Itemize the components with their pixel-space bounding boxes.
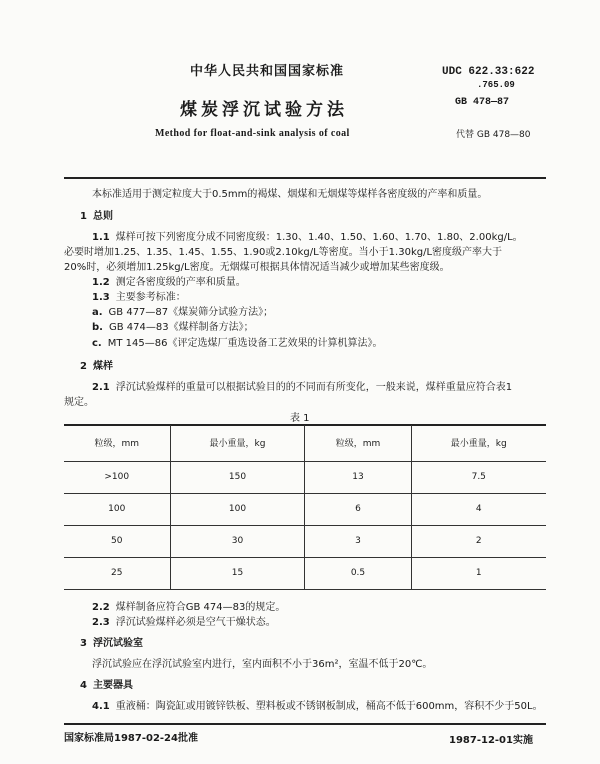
reference-text: MT 145—86《评定选煤厂重选设备工艺效果的计算机算法》。 bbox=[107, 338, 383, 349]
table-cell: 0.5 bbox=[305, 557, 411, 589]
list-marker: b. bbox=[92, 322, 103, 333]
clause-text: 主要参考标准： bbox=[115, 292, 186, 303]
udc-code: UDC 622.33:622 bbox=[442, 66, 535, 78]
clause-number: 2.1 bbox=[92, 382, 110, 393]
table-caption: 表 1 bbox=[290, 413, 310, 424]
clause-number: 4.1 bbox=[92, 701, 110, 712]
clause-1-1 bbox=[92, 228, 523, 243]
section-title: 总则 bbox=[92, 211, 113, 222]
standard-number: GB 478—87 bbox=[455, 97, 510, 108]
section-3-heading bbox=[80, 634, 143, 649]
table-cell: >100 bbox=[64, 461, 170, 493]
table-cell: 7.5 bbox=[411, 461, 546, 493]
clause-number: 2.2 bbox=[92, 602, 110, 613]
section-number: 2 bbox=[80, 361, 87, 372]
table-cell: 6 bbox=[305, 493, 411, 525]
clause-1-1-line2: 必要时增加1.25、1.35、1.45、1.55、1.90或2.10kg/L等密度。当小于1.30kg/L密度级产率大于 bbox=[64, 247, 503, 258]
clause-2-2 bbox=[92, 598, 285, 613]
section-number: 4 bbox=[80, 680, 87, 691]
section-2-heading bbox=[80, 357, 113, 372]
table-cell: 15 bbox=[170, 557, 305, 589]
table-cell: 30 bbox=[170, 525, 305, 557]
clause-text: 浮沉试验煤样的重量可以根据试验目的的不同而有所变化，一般来说，煤样重量应符合表1 bbox=[115, 382, 513, 393]
section-title: 煤样 bbox=[92, 361, 113, 372]
clause-text: 煤样可按下列密度分成不同密度级：1.30、1.40、1.50、1.60、1.70、1.80、2.00kg/L。 bbox=[115, 232, 523, 243]
table-header-cell: 最小重量，kg bbox=[411, 425, 546, 461]
section-number: 1 bbox=[80, 211, 87, 222]
table-header-cell: 粒级，mm bbox=[64, 425, 170, 461]
clause-number: 1.2 bbox=[92, 277, 110, 288]
intro-paragraph: 本标准适用于测定粒度大于0.5mm的褐煤、烟煤和无烟煤等煤样各密度级的产率和质量。 bbox=[92, 189, 488, 200]
table-cell: 4 bbox=[411, 493, 546, 525]
table-cell: 100 bbox=[64, 493, 170, 525]
table-cell: 100 bbox=[170, 493, 305, 525]
table-cell: 3 bbox=[305, 525, 411, 557]
table-header-cell: 最小重量，kg bbox=[170, 425, 305, 461]
clause-4-1 bbox=[92, 697, 543, 712]
table-cell: 50 bbox=[64, 525, 170, 557]
clause-2-3 bbox=[92, 613, 276, 628]
section-1-heading bbox=[80, 207, 113, 222]
clause-text: 浮沉试验煤样必须是空气干燥状态。 bbox=[115, 617, 276, 628]
clause-1-1-line3: 20%时，必须增加1.25kg/L密度。无烟煤可根据具体情况适当减少或增加某些密度级。 bbox=[64, 262, 450, 273]
clause-2-1 bbox=[92, 378, 512, 393]
approval-date: 国家标准局1987-02-24批准 bbox=[64, 733, 198, 744]
section-title: 主要器具 bbox=[92, 680, 133, 691]
reference-item bbox=[92, 318, 254, 333]
reference-text: GB 477—87《煤炭筛分试验方法》； bbox=[108, 307, 274, 318]
reference-item bbox=[92, 303, 273, 318]
table-cell: 25 bbox=[64, 557, 170, 589]
table-row bbox=[64, 461, 546, 493]
table-header-cell: 粒级，mm bbox=[305, 425, 411, 461]
document-title: 煤炭浮沉试验方法 bbox=[180, 100, 348, 120]
table-row bbox=[64, 557, 546, 589]
table-row bbox=[64, 493, 546, 525]
header-divider bbox=[64, 177, 546, 179]
clause-number: 1.3 bbox=[92, 292, 110, 303]
section-title: 浮沉试验室 bbox=[92, 638, 143, 649]
table-row bbox=[64, 525, 546, 557]
section-number: 3 bbox=[80, 638, 87, 649]
clause-3-text: 浮沉试验应在浮沉试验室内进行，室内面积不小于36m²，室温不低于20℃。 bbox=[92, 659, 433, 670]
replaces-note: 代替 GB 478—80 bbox=[456, 130, 531, 140]
table-cell: 150 bbox=[170, 461, 305, 493]
udc-code-continued: .765.09 bbox=[477, 80, 515, 90]
clause-text: 煤样制备应符合GB 474—83的规定。 bbox=[115, 602, 286, 613]
reference-text: GB 474—83《煤样制备方法》； bbox=[108, 322, 254, 333]
national-standard-heading: 中华人民共和国国家标准 bbox=[190, 64, 345, 79]
reference-item bbox=[92, 334, 382, 349]
clause-1-2 bbox=[92, 273, 246, 288]
clause-text: 重液桶：陶瓷缸或用镀锌铁板、塑料板或不锈钢板制成，桶高不低于600mm，容积不少于50L。 bbox=[115, 701, 543, 712]
clause-1-3 bbox=[92, 288, 186, 303]
table-cell: 1 bbox=[411, 557, 546, 589]
section-4-heading bbox=[80, 676, 133, 691]
table-cell: 13 bbox=[305, 461, 411, 493]
clause-number: 2.3 bbox=[92, 617, 110, 628]
effective-date: 1987-12-01实施 bbox=[449, 735, 533, 746]
footer-divider bbox=[64, 723, 546, 725]
clause-2-1-line2: 规定。 bbox=[64, 397, 94, 408]
clause-text: 测定各密度级的产率和质量。 bbox=[115, 277, 246, 288]
document-title-english: Method for float-and-sink analysis of coal bbox=[155, 128, 350, 139]
list-marker: a. bbox=[92, 307, 103, 318]
table-cell: 2 bbox=[411, 525, 546, 557]
clause-number: 1.1 bbox=[92, 232, 110, 243]
sample-weight-table bbox=[64, 425, 546, 590]
list-marker: c. bbox=[92, 338, 102, 349]
